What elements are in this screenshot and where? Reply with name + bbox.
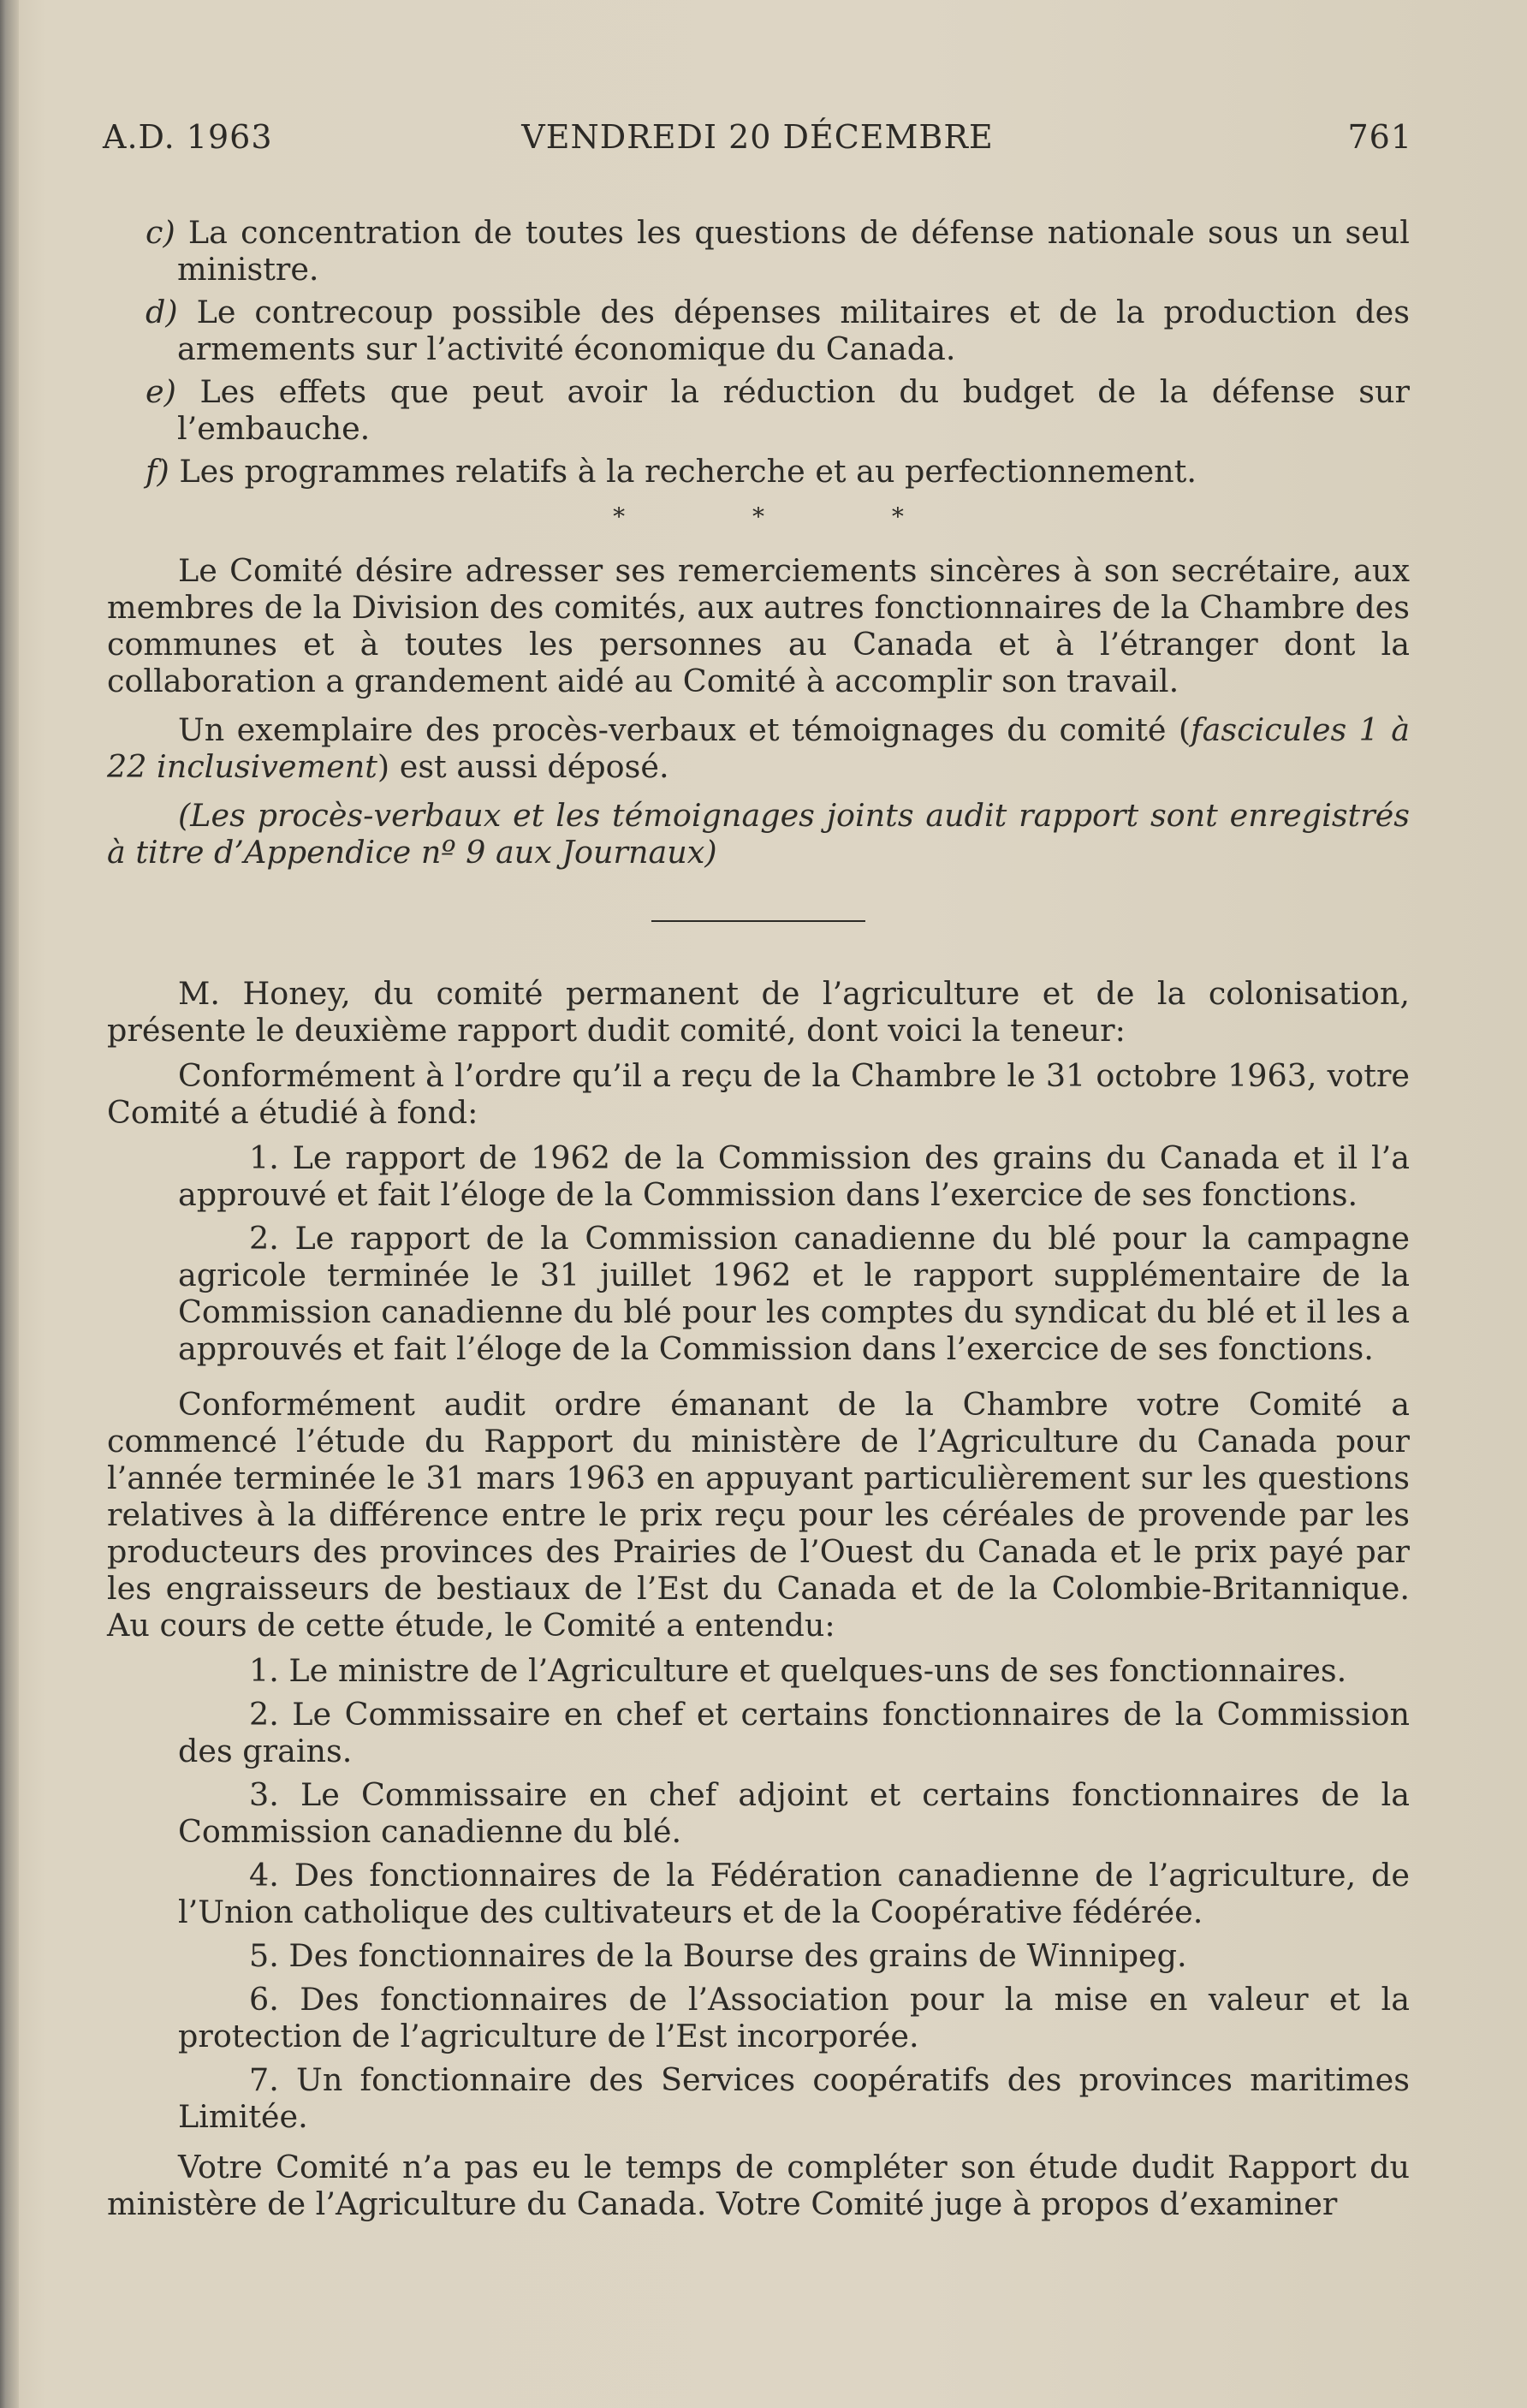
header-year: A.D. 1963 (103, 118, 273, 156)
page-number: 761 (1347, 118, 1412, 156)
paragraph-thanks: Le Comité désire adresser ses remerciements sincères à son secrétaire, aux membres de la Division des comités, aux autres fonctionnaires de la Chambre des communes et à toutes les personnes au Canada et à l’étranger dont la collaboration a grandement aidé au Comité à accomplir son travail. (107, 552, 1410, 699)
horizontal-rule (651, 920, 865, 922)
paragraph-appendix-note: (Les procès-verbaux et les témoignages joints audit rapport sont enregistrés à titre d’Appendice nº 9 aux Journaux) (107, 797, 1410, 871)
list-item-c: c) La concentration de toutes les questions de défense nationale sous un seul ministre. (146, 214, 1410, 288)
page-header (103, 118, 1412, 161)
list-item-heard-4: 4. Des fonctionnaires de la Fédération canadienne de l’agriculture, de l’Union catholique des cultivateurs et de la Coopérative fédérée. (178, 1857, 1410, 1930)
paragraph-order-oct-31: Conformément à l’ordre qu’il a reçu de la Chambre le 31 octobre 1963, votre Comité a étudié à fond: (107, 1057, 1410, 1131)
list-item-e: e) Les effets que peut avoir la réduction du budget de la défense sur l’embauche. (146, 373, 1410, 447)
list-item-heard-1: 1. Le ministre de l’Agriculture et quelques-uns de ses fonctionnaires. (249, 1652, 1347, 1689)
list-item-heard-3: 3. Le Commissaire en chef adjoint et certains fonctionnaires de la Commission canadienne du blé. (178, 1776, 1410, 1850)
list-item-studied-1: 1. Le rapport de 1962 de la Commission des grains du Canada et il l’a approuvé et fait l’éloge de la Commission dans l’exercice de ses fonctions. (178, 1139, 1410, 1213)
paragraph-honey-report: M. Honey, du comité permanent de l’agriculture et de la colonisation, présente le deuxième rapport dudit comité, dont voici la teneur: (107, 975, 1410, 1049)
list-item-heard-7: 7. Un fonctionnaire des Services coopératifs des provinces maritimes Limitée. (178, 2061, 1410, 2135)
list-item-heard-6: 6. Des fonctionnaires de l’Association pour la mise en valeur et la protection de l’agriculture de l’Est incorporée. (178, 1981, 1410, 2054)
list-item-heard-2: 2. Le Commissaire en chef et certains fonctionnaires de la Commission des grains. (178, 1696, 1410, 1769)
paragraph-order-study: Conformément audit ordre émanant de la Chambre votre Comité a commencé l’étude du Rapport du ministère de l’Agriculture du Canada pour l’année terminée le 31 mars 1963 en appuyant particulièrement sur les questions relatives à la différence entre le prix reçu pour les céréales de provende par les producteurs des provinces des Prairies de l’Ouest du Canada et le prix payé par les engraisseurs de bestiaux de l’Est du Canada et de la Colombie-Britannique. Au cours de cette étude, le Comité a entendu: (107, 1386, 1410, 1644)
book-binding-edge (0, 0, 19, 2408)
list-item-studied-2: 2. Le rapport de la Commission canadienne du blé pour la campagne agricole terminée le 31 juillet 1962 et le rapport supplémentaire de la Commission canadienne du blé pour les comptes du syndicat du blé et il les a approuvés et fait l’éloge de la Commission dans l’exercice de ses fonctions. (178, 1220, 1410, 1367)
paragraph-final: Votre Comité n’a pas eu le temps de compléter son étude dudit Rapport du ministère de l’Agriculture du Canada. Votre Comité juge à propos d’examiner (107, 2149, 1410, 2222)
paragraph-copy-deposited: Un exemplaire des procès-verbaux et témoignages du comité (fascicules 1 à 22 inclusivement) est aussi déposé. (107, 711, 1410, 785)
header-date: VENDREDI 20 DÉCEMBRE (521, 118, 994, 156)
page-body (107, 214, 1410, 2234)
section-separator-stars: * * * (613, 502, 964, 531)
list-item-heard-5: 5. Des fonctionnaires de la Bourse des grains de Winnipeg. (249, 1937, 1187, 1974)
list-item-d: d) Le contrecoup possible des dépenses militaires et de la production des armements sur l’activité économique du Canada. (146, 294, 1410, 367)
list-item-f: f) Les programmes relatifs à la recherche et au perfectionnement. (146, 453, 1197, 490)
